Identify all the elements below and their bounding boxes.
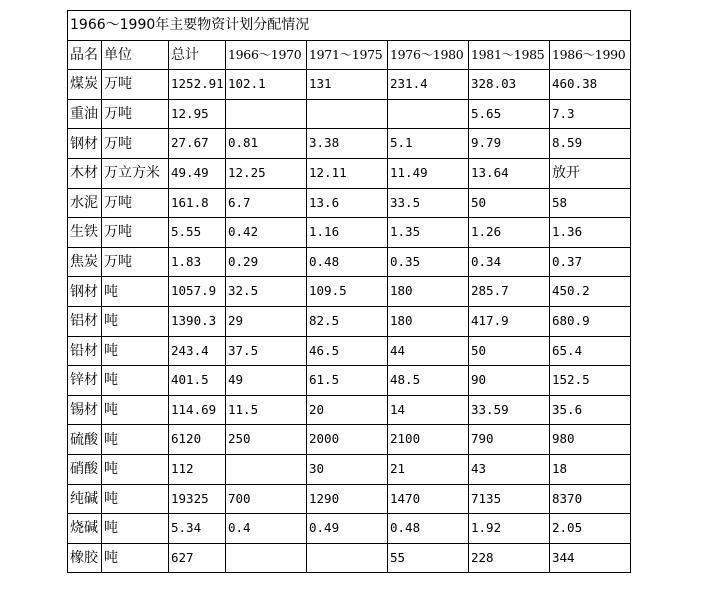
period-value-cell: 46.5 xyxy=(307,336,388,366)
period-value-cell: 131 xyxy=(307,70,388,100)
period-value-cell: 680.9 xyxy=(550,306,631,336)
unit-cell: 万吨 xyxy=(102,188,169,218)
period-value-cell: 20 xyxy=(307,395,388,425)
total-cell: 161.8 xyxy=(169,188,226,218)
total-cell: 1057.9 xyxy=(169,277,226,307)
period-value-cell: 35.6 xyxy=(550,395,631,425)
table-row xyxy=(68,336,631,366)
period-value-cell: 460.38 xyxy=(550,70,631,100)
period-value-cell xyxy=(307,99,388,129)
unit-cell: 吨 xyxy=(102,366,169,396)
item-name-cell: 铝材 xyxy=(68,306,102,336)
table-row xyxy=(68,454,631,484)
period-value-cell: 2.05 xyxy=(550,514,631,544)
table-body xyxy=(68,11,631,573)
period-value-cell: 8370 xyxy=(550,484,631,514)
unit-cell: 吨 xyxy=(102,484,169,514)
period-value-cell: 285.7 xyxy=(469,277,550,307)
item-name-cell: 钢材 xyxy=(68,129,102,159)
period-value-cell: 0.42 xyxy=(226,218,307,248)
header-cell-item: 品名 xyxy=(68,40,102,70)
table-row xyxy=(68,484,631,514)
allocation-table-container xyxy=(67,10,631,573)
period-value-cell: 12.25 xyxy=(226,158,307,188)
unit-cell: 吨 xyxy=(102,425,169,455)
period-value-cell: 82.5 xyxy=(307,306,388,336)
period-value-cell: 790 xyxy=(469,425,550,455)
item-name-cell: 水泥 xyxy=(68,188,102,218)
period-value-cell: 180 xyxy=(388,306,469,336)
unit-cell: 万吨 xyxy=(102,218,169,248)
period-value-cell: 180 xyxy=(388,277,469,307)
period-value-cell: 43 xyxy=(469,454,550,484)
period-value-cell: 30 xyxy=(307,454,388,484)
header-cell-period: 1981～1985 xyxy=(469,40,550,70)
item-name-cell: 硝酸 xyxy=(68,454,102,484)
unit-cell: 万吨 xyxy=(102,129,169,159)
period-value-cell: 65.4 xyxy=(550,336,631,366)
period-value-cell: 12.11 xyxy=(307,158,388,188)
period-value-cell: 228 xyxy=(469,543,550,573)
period-value-cell: 109.5 xyxy=(307,277,388,307)
period-value-cell: 0.4 xyxy=(226,514,307,544)
period-value-cell xyxy=(388,99,469,129)
unit-cell: 万吨 xyxy=(102,99,169,129)
item-name-cell: 钢材 xyxy=(68,277,102,307)
period-value-cell: 0.37 xyxy=(550,247,631,277)
period-value-cell: 102.1 xyxy=(226,70,307,100)
title-row xyxy=(68,11,631,41)
period-value-cell: 49 xyxy=(226,366,307,396)
total-cell: 243.4 xyxy=(169,336,226,366)
period-value-cell: 0.34 xyxy=(469,247,550,277)
total-cell: 112 xyxy=(169,454,226,484)
period-value-cell: 152.5 xyxy=(550,366,631,396)
period-value-cell: 50 xyxy=(469,336,550,366)
unit-cell: 万吨 xyxy=(102,247,169,277)
period-value-cell: 11.49 xyxy=(388,158,469,188)
period-value-cell: 2000 xyxy=(307,425,388,455)
period-value-cell xyxy=(226,99,307,129)
table-row xyxy=(68,129,631,159)
total-cell: 19325 xyxy=(169,484,226,514)
period-value-cell: 7.3 xyxy=(550,99,631,129)
period-value-cell xyxy=(226,543,307,573)
period-value-cell: 980 xyxy=(550,425,631,455)
total-cell: 5.55 xyxy=(169,218,226,248)
item-name-cell: 铅材 xyxy=(68,336,102,366)
table-title: 1966～1990年主要物资计划分配情况 xyxy=(68,11,631,41)
period-value-cell: 6.7 xyxy=(226,188,307,218)
unit-cell: 万吨 xyxy=(102,70,169,100)
unit-cell: 吨 xyxy=(102,336,169,366)
period-value-cell: 250 xyxy=(226,425,307,455)
period-value-cell: 1.16 xyxy=(307,218,388,248)
table-row xyxy=(68,99,631,129)
period-value-cell: 14 xyxy=(388,395,469,425)
total-cell: 627 xyxy=(169,543,226,573)
table-row xyxy=(68,247,631,277)
table-row xyxy=(68,306,631,336)
header-cell-period: 1966～1970 xyxy=(226,40,307,70)
period-value-cell: 0.49 xyxy=(307,514,388,544)
period-value-cell: 33.5 xyxy=(388,188,469,218)
period-value-cell: 29 xyxy=(226,306,307,336)
item-name-cell: 纯碱 xyxy=(68,484,102,514)
period-value-cell: 48.5 xyxy=(388,366,469,396)
total-cell: 1.83 xyxy=(169,247,226,277)
period-value-cell: 0.48 xyxy=(307,247,388,277)
unit-cell: 吨 xyxy=(102,395,169,425)
period-value-cell: 21 xyxy=(388,454,469,484)
period-value-cell: 放开 xyxy=(550,158,631,188)
item-name-cell: 橡胶 xyxy=(68,543,102,573)
period-value-cell: 33.59 xyxy=(469,395,550,425)
table-row xyxy=(68,425,631,455)
period-value-cell: 9.79 xyxy=(469,129,550,159)
item-name-cell: 锡材 xyxy=(68,395,102,425)
total-cell: 49.49 xyxy=(169,158,226,188)
period-value-cell: 90 xyxy=(469,366,550,396)
period-value-cell: 0.48 xyxy=(388,514,469,544)
total-cell: 5.34 xyxy=(169,514,226,544)
period-value-cell: 1.92 xyxy=(469,514,550,544)
item-name-cell: 焦炭 xyxy=(68,247,102,277)
period-value-cell: 328.03 xyxy=(469,70,550,100)
table-row xyxy=(68,70,631,100)
period-value-cell: 3.38 xyxy=(307,129,388,159)
unit-cell: 吨 xyxy=(102,514,169,544)
period-value-cell: 1.35 xyxy=(388,218,469,248)
item-name-cell: 锌材 xyxy=(68,366,102,396)
period-value-cell: 8.59 xyxy=(550,129,631,159)
period-value-cell: 700 xyxy=(226,484,307,514)
period-value-cell: 0.29 xyxy=(226,247,307,277)
header-row xyxy=(68,40,631,70)
table-row xyxy=(68,366,631,396)
total-cell: 1390.3 xyxy=(169,306,226,336)
table-row xyxy=(68,543,631,573)
period-value-cell: 11.5 xyxy=(226,395,307,425)
total-cell: 27.67 xyxy=(169,129,226,159)
header-cell-period: 1976～1980 xyxy=(388,40,469,70)
period-value-cell: 1290 xyxy=(307,484,388,514)
item-name-cell: 木材 xyxy=(68,158,102,188)
period-value-cell: 417.9 xyxy=(469,306,550,336)
table-row xyxy=(68,514,631,544)
period-value-cell: 344 xyxy=(550,543,631,573)
item-name-cell: 烧碱 xyxy=(68,514,102,544)
allocation-table xyxy=(67,10,631,573)
period-value-cell xyxy=(307,543,388,573)
unit-cell: 万立方米 xyxy=(102,158,169,188)
period-value-cell: 231.4 xyxy=(388,70,469,100)
header-cell-unit: 单位 xyxy=(102,40,169,70)
table-row xyxy=(68,277,631,307)
period-value-cell: 55 xyxy=(388,543,469,573)
period-value-cell: 13.6 xyxy=(307,188,388,218)
table-row xyxy=(68,218,631,248)
item-name-cell: 生铁 xyxy=(68,218,102,248)
header-cell-period: 1986～1990 xyxy=(550,40,631,70)
period-value-cell: 5.65 xyxy=(469,99,550,129)
period-value-cell: 1.26 xyxy=(469,218,550,248)
period-value-cell: 5.1 xyxy=(388,129,469,159)
period-value-cell xyxy=(226,454,307,484)
total-cell: 114.69 xyxy=(169,395,226,425)
period-value-cell: 1.36 xyxy=(550,218,631,248)
header-cell-period: 1971～1975 xyxy=(307,40,388,70)
period-value-cell: 0.35 xyxy=(388,247,469,277)
period-value-cell: 44 xyxy=(388,336,469,366)
total-cell: 12.95 xyxy=(169,99,226,129)
period-value-cell: 32.5 xyxy=(226,277,307,307)
header-cell-total: 总计 xyxy=(169,40,226,70)
item-name-cell: 重油 xyxy=(68,99,102,129)
period-value-cell: 7135 xyxy=(469,484,550,514)
item-name-cell: 硫酸 xyxy=(68,425,102,455)
table-row xyxy=(68,395,631,425)
unit-cell: 吨 xyxy=(102,306,169,336)
period-value-cell: 50 xyxy=(469,188,550,218)
unit-cell: 吨 xyxy=(102,454,169,484)
period-value-cell: 37.5 xyxy=(226,336,307,366)
total-cell: 6120 xyxy=(169,425,226,455)
period-value-cell: 0.81 xyxy=(226,129,307,159)
period-value-cell: 18 xyxy=(550,454,631,484)
period-value-cell: 61.5 xyxy=(307,366,388,396)
unit-cell: 吨 xyxy=(102,277,169,307)
table-row xyxy=(68,188,631,218)
period-value-cell: 450.2 xyxy=(550,277,631,307)
total-cell: 401.5 xyxy=(169,366,226,396)
table-row xyxy=(68,158,631,188)
period-value-cell: 13.64 xyxy=(469,158,550,188)
item-name-cell: 煤炭 xyxy=(68,70,102,100)
period-value-cell: 58 xyxy=(550,188,631,218)
unit-cell: 吨 xyxy=(102,543,169,573)
total-cell: 1252.91 xyxy=(169,70,226,100)
period-value-cell: 1470 xyxy=(388,484,469,514)
period-value-cell: 2100 xyxy=(388,425,469,455)
